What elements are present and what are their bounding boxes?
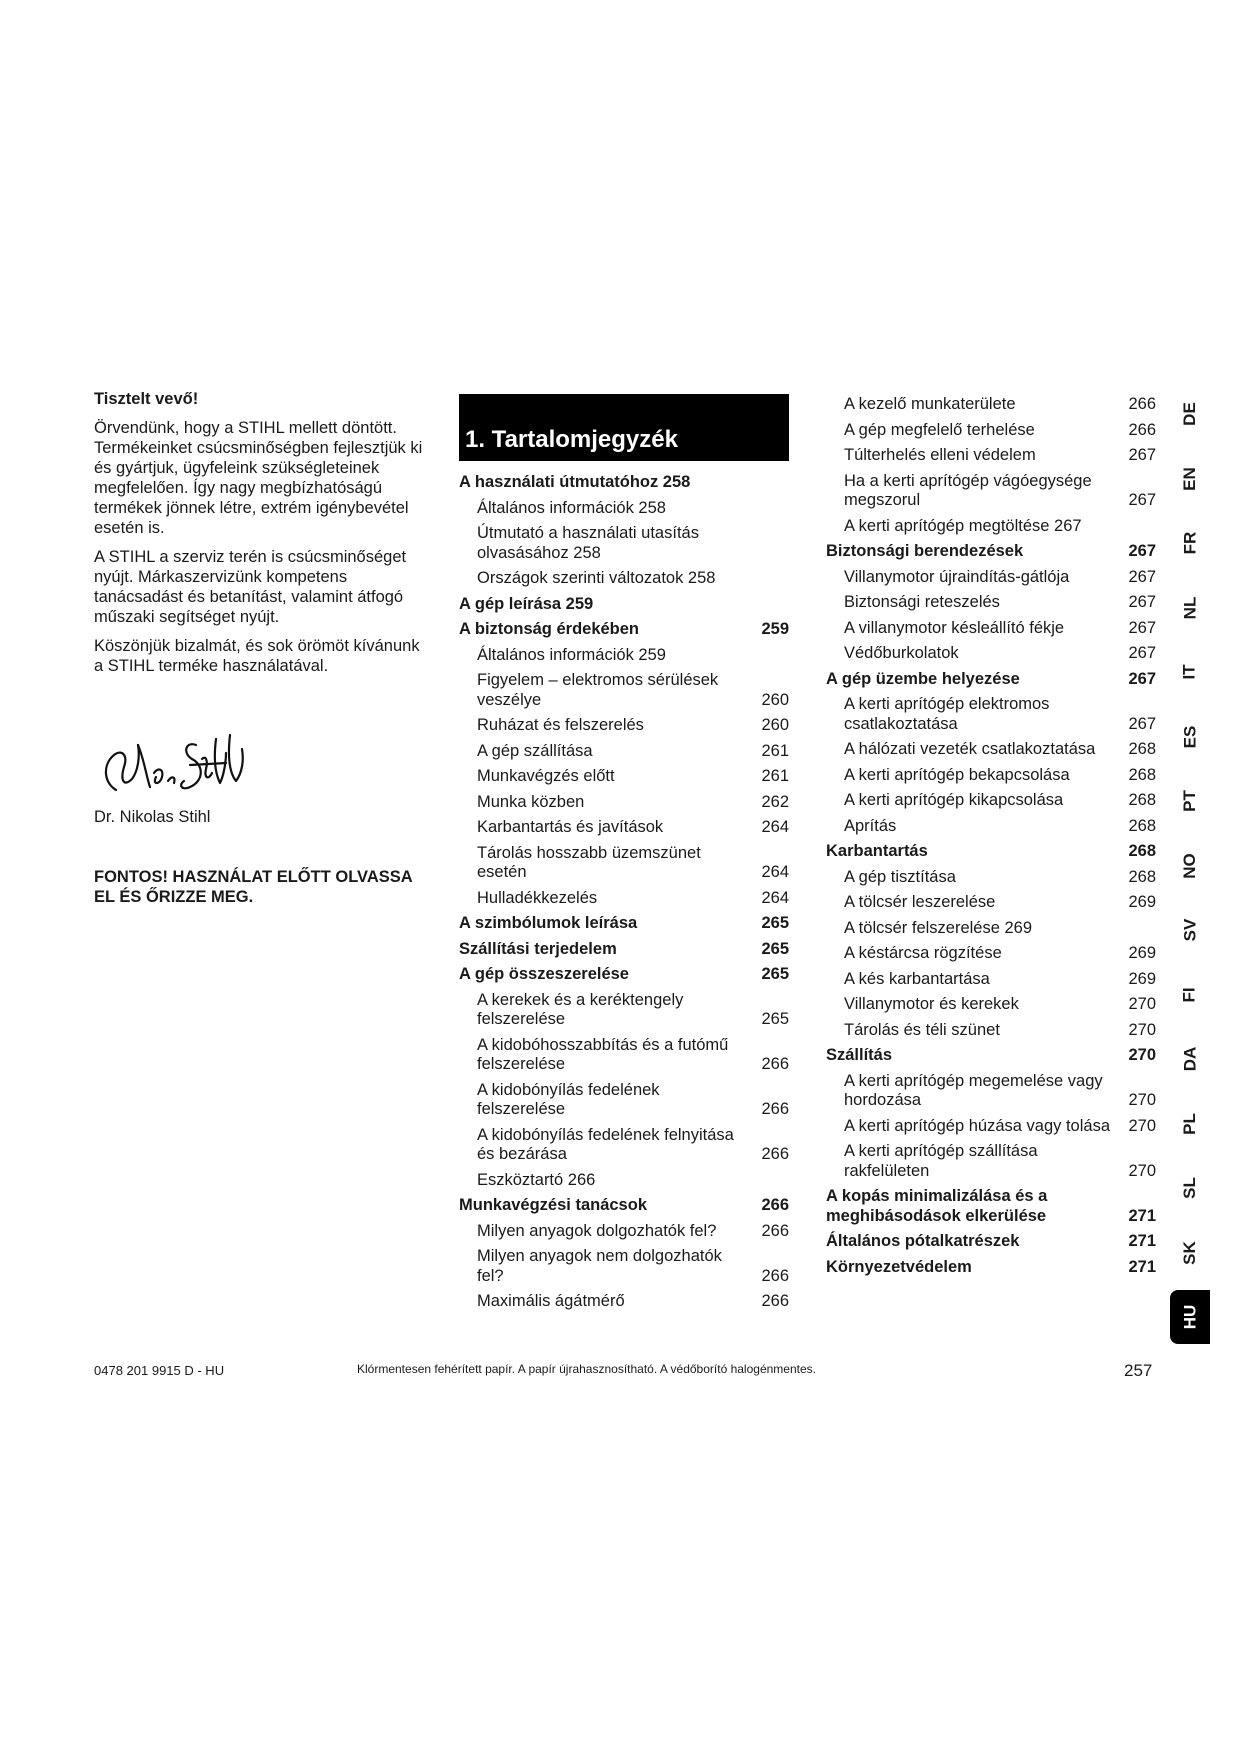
toc-entry-title: Maximális ágátmérő — [477, 1292, 625, 1310]
toc-entry — [459, 767, 789, 787]
toc-entry — [826, 1072, 1156, 1111]
toc-entry-page: 267 — [1128, 669, 1156, 688]
toc-entry — [459, 569, 789, 589]
toc-entry — [459, 889, 789, 909]
toc-entry-page: 268 — [1128, 842, 1156, 860]
toc-entry — [459, 499, 789, 519]
toc-entry-title: Környezetvédelem — [826, 1257, 972, 1276]
toc-entry-page: 271 — [1128, 1257, 1156, 1276]
toc-entry — [826, 766, 1156, 786]
toc-entry-page: 267 — [1128, 593, 1156, 611]
toc-entry — [826, 995, 1156, 1015]
toc-entry — [826, 568, 1156, 588]
toc-entry — [459, 1081, 789, 1120]
toc-entry — [459, 1196, 789, 1216]
language-tab-label: NL — [1179, 596, 1199, 619]
language-tabs — [1170, 395, 1210, 1355]
toc-entry — [826, 893, 1156, 913]
toc-entry-title: A kerti aprítógép szállítása rakfelületen — [844, 1142, 1038, 1180]
toc-entry-title: Hulladékkezelés — [477, 888, 598, 907]
toc-entry-page: 262 — [761, 792, 789, 811]
toc-entry-title: A kidobónyílás fedelének felnyitása és bezárása — [477, 1125, 734, 1163]
toc-entry-title: Ruházat és felszerelés — [477, 716, 644, 734]
toc-entry — [459, 473, 789, 493]
toc-entry-page: 266 — [761, 1292, 789, 1310]
toc-entry-title: Általános információk 259 — [477, 645, 666, 664]
language-tab-sk[interactable] — [1170, 1234, 1210, 1272]
toc-entry-page: 259 — [761, 620, 789, 638]
toc-entry-page: 267 — [1128, 542, 1156, 560]
language-tab-en[interactable] — [1170, 460, 1210, 498]
toc-entry-page: 269 — [1128, 969, 1156, 988]
toc-entry-title: A szimbólumok leírása — [459, 914, 638, 932]
toc-entry — [459, 1036, 789, 1075]
toc-entry — [826, 817, 1156, 837]
toc-entry-title: A gép összeszerelése — [459, 965, 629, 983]
signature — [94, 715, 274, 810]
toc-entry — [459, 818, 789, 838]
language-tab-no[interactable] — [1170, 847, 1210, 885]
toc-entry-page: 270 — [1128, 1020, 1156, 1039]
language-tab-label: DA — [1180, 1046, 1199, 1072]
language-tab-label: SL — [1179, 1177, 1199, 1199]
toc-entry — [826, 421, 1156, 441]
toc-entry — [459, 844, 789, 883]
toc-entry-page: 270 — [1128, 1091, 1156, 1109]
toc-entry-title: Szállítás — [826, 1046, 893, 1064]
language-tab-label: SK — [1180, 1240, 1199, 1265]
toc-entry-title: A kerti aprítógép megemelése vagy hordozása — [844, 1071, 1103, 1109]
toc-entry — [826, 1046, 1156, 1066]
toc-entry — [459, 1222, 789, 1242]
toc-entry-title: A kerti aprítógép megtöltése 267 — [844, 516, 1082, 535]
toc-entry-page: 269 — [1128, 893, 1156, 911]
toc-entry-title: Védőburkolatok — [844, 644, 959, 662]
toc-entry-page: 267 — [1128, 618, 1156, 637]
toc-entry-title: Tárolás és téli szünet — [844, 1020, 1000, 1039]
toc-entry-title: A biztonság érdekében — [459, 620, 640, 638]
page-number: 257 — [1124, 1361, 1153, 1380]
toc-entry-title: A kezelő munkaterülete — [844, 395, 1016, 413]
toc-entry — [826, 593, 1156, 613]
toc-entry-page: 268 — [1128, 791, 1156, 809]
language-tab-sl[interactable] — [1170, 1169, 1210, 1207]
toc-entry — [826, 619, 1156, 639]
toc-entry-title: A kopás minimalizálása és a meghibásodások elkerülése — [826, 1187, 1048, 1225]
intro-text — [94, 389, 424, 685]
toc-entry-page: 271 — [1128, 1232, 1156, 1250]
toc-entry-page: 267 — [1128, 714, 1156, 733]
toc-entry-page: 268 — [1128, 740, 1156, 758]
toc-entry — [826, 1021, 1156, 1041]
toc-entry-page: 266 — [761, 1055, 789, 1073]
toc-entry — [459, 716, 789, 736]
language-tab-pt[interactable] — [1170, 782, 1210, 820]
toc-entry-title: Ha a kerti aprítógép vágóegysége megszorul — [844, 471, 1092, 509]
toc-entry-title: Tárolás hosszabb üzemszünet esetén — [477, 843, 701, 881]
toc-entry-title: A kerti aprítógép kikapcsolása — [844, 791, 1064, 809]
language-tab-pl[interactable] — [1170, 1105, 1210, 1143]
toc-entry-page: 266 — [761, 1266, 789, 1285]
toc-entry — [826, 944, 1156, 964]
language-tab-label: EN — [1180, 466, 1199, 491]
toc-entry-title: Eszköztartó 266 — [477, 1170, 596, 1189]
toc-entry-page: 264 — [761, 863, 789, 881]
signer-name: Dr. Nikolas Stihl — [94, 808, 211, 826]
toc-entry-title: A gép megfelelő terhelése — [844, 420, 1035, 439]
toc-entry-page: 270 — [1128, 1046, 1156, 1064]
toc-entry — [459, 1247, 789, 1286]
toc-entry-title: Figyelem – elektromos sérülések veszélye — [477, 671, 719, 709]
language-tab-label: FI — [1179, 986, 1199, 1003]
toc-entry — [826, 1187, 1156, 1226]
intro-paragraph-2: A STIHL a szerviz terén is csúcsminőséget nyújt. Márkaszervizünk kompetens tanácsadást és betanítást, valamint átfogó műszaki segítséget nyújt. — [94, 548, 407, 626]
toc-title: 1. Tartalomjegyzék — [459, 394, 789, 461]
toc-entry — [826, 1232, 1156, 1252]
toc-entry-title: Milyen anyagok dolgozhatók fel? — [477, 1221, 717, 1240]
intro-paragraph-1: Örvendünk, hogy a STIHL mellett döntött. Termékeinket csúcsminőségben fejlesztjük ki és gyártjuk, ügyfeleink szükségleteinek megfelelően. Így nagy megbízhatóságú termékek jönnek létre, extrém igénybevétel esetén is. — [94, 419, 423, 537]
toc-entry-page: 265 — [761, 965, 789, 983]
toc-entry-page: 266 — [1128, 420, 1156, 439]
toc-entry-page: 267 — [1128, 446, 1156, 464]
greeting: Tisztelt vevő! — [94, 390, 199, 408]
language-tab-label: PT — [1179, 790, 1199, 812]
toc-entry-title: Karbantartás — [826, 842, 928, 860]
toc-entry — [826, 542, 1156, 562]
language-tab-de[interactable] — [1170, 395, 1210, 433]
language-tab-da[interactable] — [1170, 1040, 1210, 1078]
language-tab-label: FR — [1179, 531, 1199, 555]
toc-column-1 — [459, 473, 789, 1318]
toc-entry-title: A gép leírása 259 — [459, 594, 594, 613]
toc-entry — [826, 1142, 1156, 1181]
toc-entry-title: A használati útmutatóhoz 258 — [459, 473, 691, 491]
toc-entry-title: Biztonsági reteszelés — [844, 593, 1000, 611]
toc-entry-page: 267 — [1128, 644, 1156, 662]
toc-entry — [826, 740, 1156, 760]
toc-entry-page: 266 — [761, 1196, 789, 1214]
toc-entry-title: Általános pótalkatrészek — [826, 1232, 1020, 1250]
toc-entry — [459, 1292, 789, 1312]
toc-entry — [459, 620, 789, 640]
toc-entry-title: A kerti aprítógép elektromos csatlakoztatása — [844, 695, 1050, 733]
toc-entry-page: 261 — [761, 767, 789, 785]
toc-entry-title: A késtárcsa rögzítése — [844, 944, 1002, 962]
toc-entry-page: 266 — [761, 1145, 789, 1163]
paper-note: Klórmentesen fehérített papír. A papír újrahasznosítható. A védőborító halogénmentes. — [357, 1362, 816, 1376]
toc-entry-title: A gép tisztítása — [844, 867, 956, 886]
toc-entry-page: 270 — [1128, 1116, 1156, 1135]
toc-entry-page: 266 — [761, 1100, 789, 1118]
toc-entry-page: 265 — [761, 914, 789, 932]
toc-entry-title: A tölcsér leszerelése — [844, 893, 996, 911]
toc-entry-title: A kerekek és a keréktengely felszerelése — [477, 990, 684, 1028]
toc-entry — [826, 868, 1156, 888]
toc-entry-title: Aprítás — [844, 816, 897, 835]
toc-entry-page: 268 — [1128, 765, 1156, 784]
document-code: 0478 201 9915 D - HU — [94, 1363, 225, 1378]
toc-entry — [826, 446, 1156, 466]
toc-entry-title: A kidobóhosszabbítás és a futómű felszerelése — [477, 1035, 729, 1073]
toc-entry-page: 260 — [761, 690, 789, 709]
language-tab-it[interactable] — [1170, 653, 1210, 691]
toc-entry-page: 266 — [1128, 395, 1156, 413]
toc-entry — [826, 970, 1156, 990]
toc-entry — [459, 991, 789, 1030]
toc-entry-title: A gép üzembe helyezése — [826, 669, 1020, 688]
toc-entry-title: Villanymotor újraindítás-gátlója — [844, 567, 1070, 586]
toc-entry — [459, 914, 789, 934]
toc-entry-page: 269 — [1128, 944, 1156, 962]
toc-column-2 — [826, 395, 1156, 1283]
language-tab-label: SV — [1180, 918, 1199, 942]
toc-entry-page: 260 — [761, 716, 789, 734]
toc-entry — [459, 940, 789, 960]
toc-entry — [826, 695, 1156, 734]
toc-entry — [459, 1171, 789, 1191]
language-tab-nl[interactable] — [1170, 589, 1210, 627]
toc-entry-title: A kidobónyílás fedelének felszerelése — [477, 1080, 660, 1118]
toc-entry-title: Munka közben — [477, 792, 585, 811]
toc-entry — [459, 524, 789, 563]
toc-entry — [826, 791, 1156, 811]
toc-entry — [459, 742, 789, 762]
language-tab-hu[interactable] — [1170, 1290, 1210, 1344]
toc-entry-title: Biztonsági berendezések — [826, 542, 1024, 560]
toc-entry — [826, 1117, 1156, 1137]
intro-paragraph-3: Köszönjük bizalmát, és sok örömöt kívánunk a STIHL terméke használatával. — [94, 637, 420, 675]
toc-entry-title: A kés karbantartása — [844, 969, 990, 988]
language-tab-sv[interactable] — [1170, 911, 1210, 949]
toc-entry-title: Karbantartás és javítások — [477, 818, 664, 836]
language-tab-label: ES — [1180, 725, 1199, 748]
toc-entry-title: A kerti aprítógép bekapcsolása — [844, 765, 1070, 784]
toc-entry-page: 265 — [761, 1010, 789, 1028]
language-tab-label: NO — [1180, 852, 1199, 879]
toc-entry-title: Országok szerinti változatok 258 — [477, 569, 716, 587]
toc-entry-title: Általános információk 258 — [477, 498, 666, 517]
language-tab-label: PL — [1179, 1112, 1199, 1135]
toc-entry — [826, 644, 1156, 664]
toc-entry-page: 271 — [1128, 1206, 1156, 1225]
toc-entry — [459, 793, 789, 813]
toc-entry — [826, 919, 1156, 939]
toc-entry-title: A villanymotor késleállító fékje — [844, 618, 1065, 637]
toc-entry-page: 264 — [761, 818, 789, 836]
toc-entry-page: 264 — [761, 888, 789, 907]
toc-entry-title: Munkavégzés előtt — [477, 767, 615, 785]
toc-entry-page: 266 — [761, 1221, 789, 1240]
toc-entry — [459, 671, 789, 710]
toc-entry-page: 270 — [1128, 1161, 1156, 1180]
toc-entry — [826, 670, 1156, 690]
language-tab-es[interactable] — [1170, 718, 1210, 756]
important-notice: FONTOS! HASZNÁLAT ELŐTT OLVASSA EL ÉS ŐRIZZE MEG. — [94, 868, 413, 906]
toc-entry-page: 270 — [1128, 995, 1156, 1013]
toc-entry — [459, 646, 789, 666]
toc-entry — [826, 1258, 1156, 1278]
language-tab-fr[interactable] — [1170, 524, 1210, 562]
language-tab-label: DE — [1180, 402, 1199, 426]
toc-entry-page: 268 — [1128, 867, 1156, 886]
toc-entry-title: Milyen anyagok nem dolgozhatók fel? — [477, 1247, 722, 1285]
toc-entry — [459, 965, 789, 985]
toc-entry-title: A hálózati vezeték csatlakoztatása — [844, 740, 1096, 758]
toc-entry — [459, 595, 789, 615]
toc-entry-page: 267 — [1128, 491, 1156, 509]
language-tab-label: IT — [1179, 664, 1199, 680]
toc-entry-title: A kerti aprítógép húzása vagy tolása — [844, 1116, 1110, 1135]
toc-entry-title: Munkavégzési tanácsok — [459, 1196, 647, 1214]
toc-entry-page: 268 — [1128, 816, 1156, 835]
toc-entry — [826, 842, 1156, 862]
toc-entry — [826, 395, 1156, 415]
toc-entry — [826, 472, 1156, 511]
toc-entry-title: Útmutató a használati utasítás olvasásához 258 — [477, 524, 699, 562]
toc-entry-title: A gép szállítása — [477, 741, 593, 760]
toc-entry-page: 261 — [761, 741, 789, 760]
toc-entry — [459, 1126, 789, 1165]
toc-entry-page: 267 — [1128, 567, 1156, 586]
toc-entry — [826, 517, 1156, 537]
language-tab-label: HU — [1180, 1304, 1199, 1330]
toc-entry-title: Túlterhelés elleni védelem — [844, 446, 1036, 464]
toc-entry-title: Szállítási terjedelem — [459, 939, 617, 958]
toc-entry-title: A tölcsér felszerelése 269 — [844, 918, 1033, 937]
toc-entry-title: Villanymotor és kerekek — [844, 995, 1019, 1013]
language-tab-fi[interactable] — [1170, 976, 1210, 1014]
toc-entry-page: 265 — [761, 939, 789, 958]
